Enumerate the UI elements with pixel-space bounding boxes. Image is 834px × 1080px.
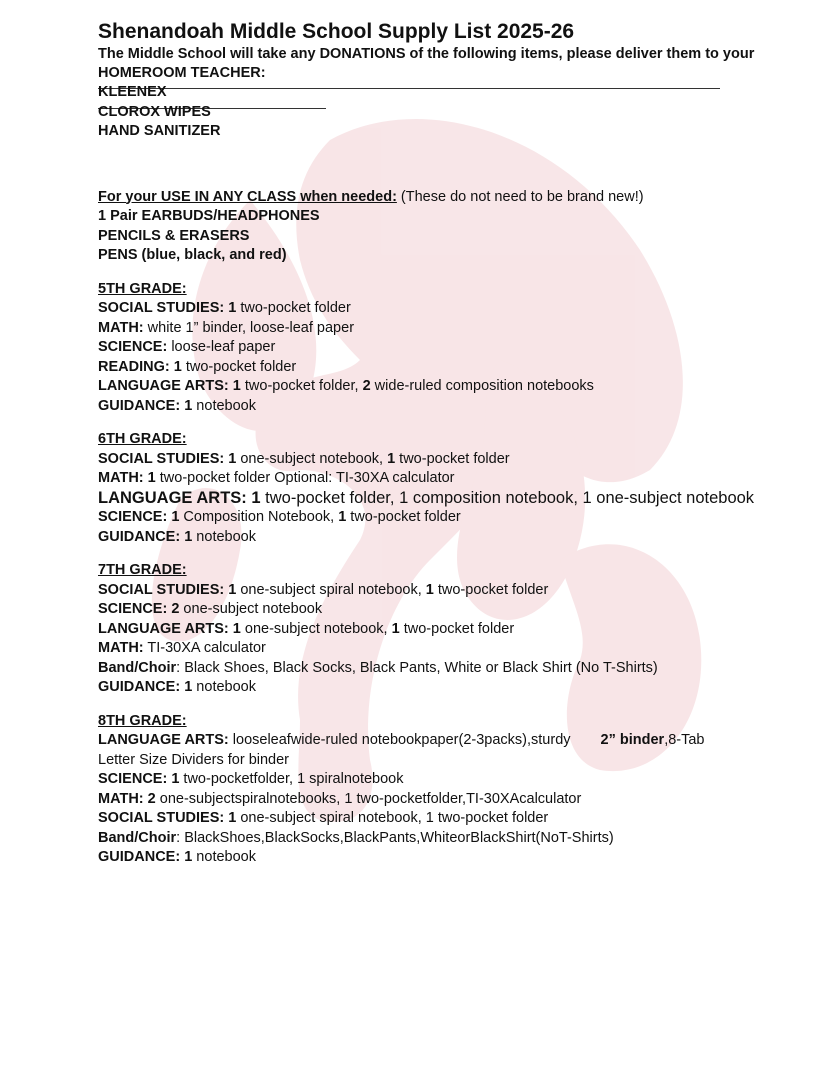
donation-item-kleenex: KLEENEX [98,84,167,100]
donation-item-clorox-wipes: CLOROX WIPES [98,103,211,120]
page-title: Shenandoah Middle School Supply List 2025-26 [98,20,575,43]
grade-6-social-studies: SOCIAL STUDIES: 1 one-subject notebook, 1 two-pocket folder [98,450,510,467]
grade-5-science: SCIENCE: loose-leaf paper [98,339,276,355]
grade-5-language-arts: LANGUAGE ARTS: 1 two-pocket folder, 2 wide-ruled composition notebooks [98,378,594,394]
grade-7-social-studies: SOCIAL STUDIES: 1 one-subject spiral notebook, 1 two-pocket folder [98,581,549,598]
grade-7-language-arts: LANGUAGE ARTS: 1 one-subject notebook, 1 two-pocket folder [98,620,515,637]
grade-6-science: SCIENCE: 1 Composition Notebook, 1 two-pocket folder [98,509,461,525]
grade-8-band-choir: Band/Choir: BlackShoes,BlackSocks,BlackPants,WhiteorBlackShirt(NoT-Shirts) [98,829,614,846]
grade-6-heading: 6TH GRADE: [98,431,187,447]
donation-item-hand-sanitizer: HAND SANITIZER [98,123,221,139]
grade-8-guidance: GUIDANCE: 1 notebook [98,849,256,865]
grade-6-math: MATH: 1 two-pocket folder Optional: TI-30XA calculator [98,470,455,486]
grade-8-math: MATH: 2 one-subjectspiralnotebooks, 1 two-pocketfolder,TI-30XAcalculator [98,790,582,807]
grade-7-heading: 7TH GRADE: [98,562,187,578]
grade-8-science: SCIENCE: 1 two-pocketfolder, 1 spiralnotebook [98,771,404,787]
any-class-item: PENCILS & ERASERS [98,227,250,244]
supply-list [98,18,798,868]
grade-5-heading: 5TH GRADE: [98,280,187,297]
grade-5-math: MATH: white 1” binder, loose-leaf paper [98,319,355,336]
donations-intro: The Middle School will take any DONATIONS of the following items, please deliver them to your HOMEROOM TEACHER: [98,46,755,81]
any-class-item: 1 Pair EARBUDS/HEADPHONES [98,208,320,224]
any-class-item: PENS (blue, black, and red) [98,247,287,263]
grade-8-heading: 8TH GRADE: [98,712,187,729]
any-class-section-heading: For your USE IN ANY CLASS when needed: (These do not need to be brand new!) [98,188,644,205]
grade-7-guidance: GUIDANCE: 1 notebook [98,679,256,695]
grade-8-social-studies: SOCIAL STUDIES: 1 one-subject spiral notebook, 1 two-pocket folder [98,810,549,826]
grade-8-language-arts-continued: Letter Size Dividers for binder [98,751,289,768]
grade-7-math: MATH: TI-30XA calculator [98,640,266,656]
grade-7-science: SCIENCE: 2 one-subject notebook [98,601,323,617]
grade-5-guidance: GUIDANCE: 1 notebook [98,397,256,414]
grade-7-band-choir: Band/Choir: Black Shoes, Black Socks, Black Pants, White or Black Shirt (No T-Shirts) [98,659,658,676]
grade-5-social-studies: SOCIAL STUDIES: 1 two-pocket folder [98,300,351,316]
grade-5-reading: READING: 1 two-pocket folder [98,358,297,375]
grade-8-language-arts: LANGUAGE ARTS: looseleafwide-ruled notebookpaper(2-3packs),sturdy 2” binder,8-Tab [98,732,705,748]
grade-6-guidance: GUIDANCE: 1 notebook [98,528,256,545]
grade-6-language-arts: LANGUAGE ARTS: 1 two-pocket folder, 1 composition notebook, 1 one-subject notebook [98,488,755,507]
